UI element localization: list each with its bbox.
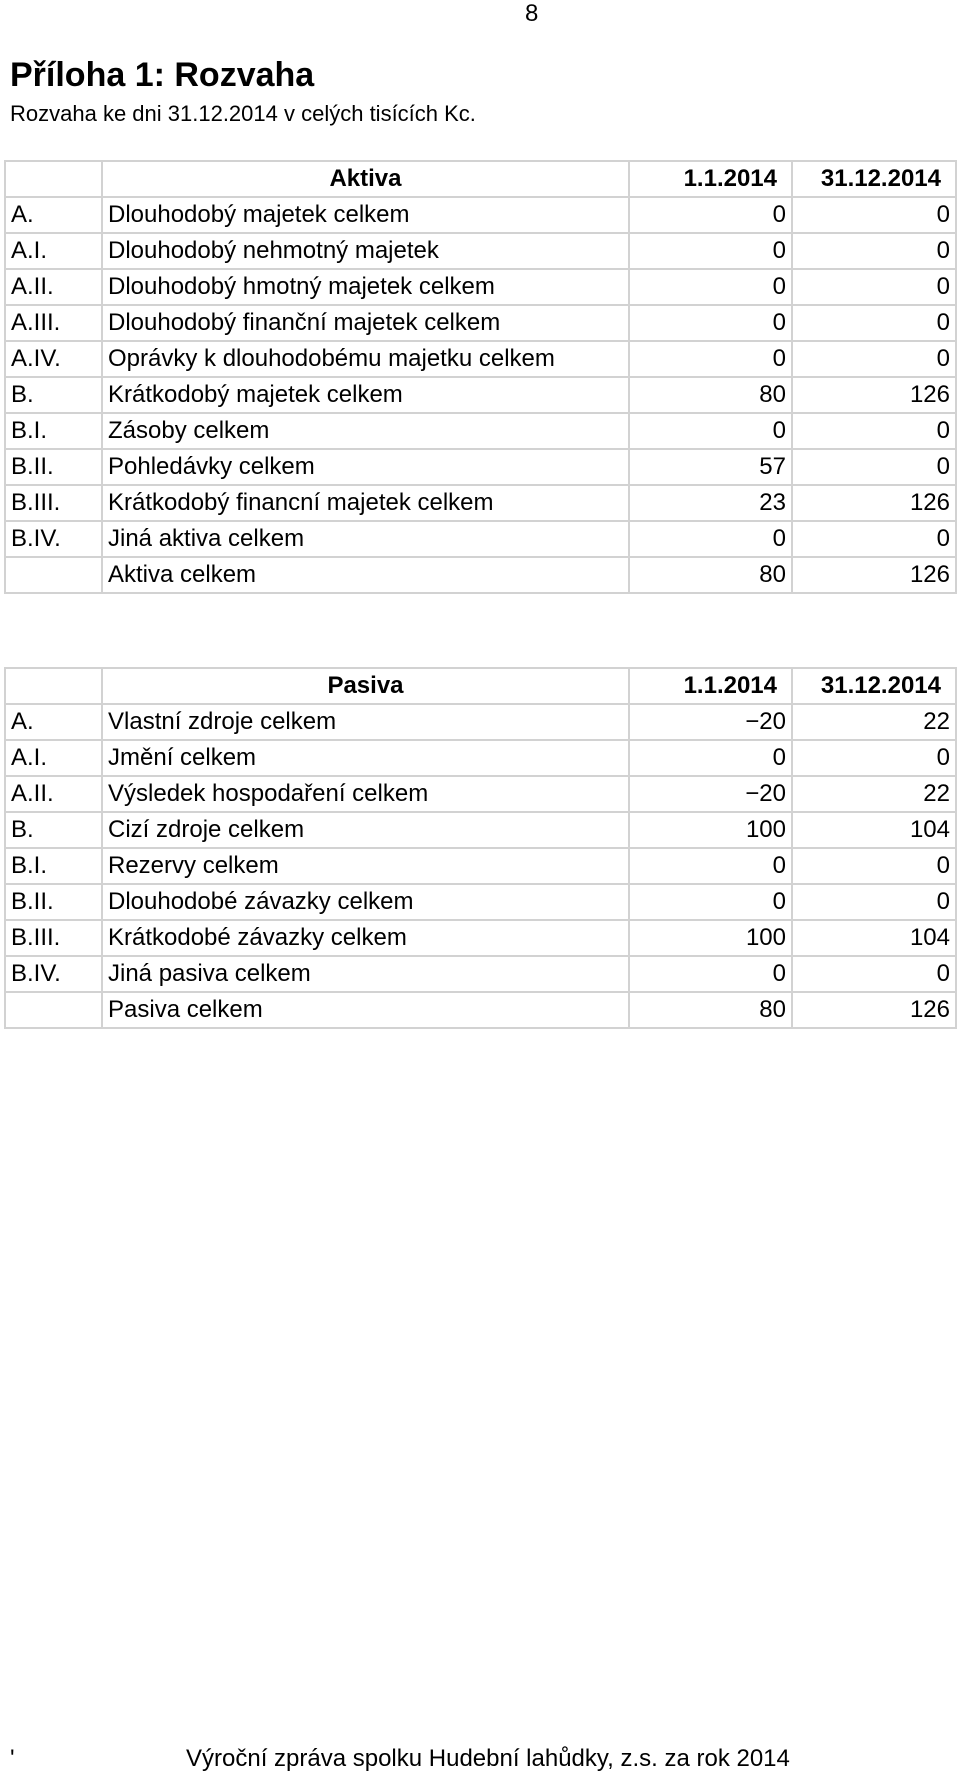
- value-end: 0: [792, 269, 956, 305]
- value-end: 126: [792, 557, 956, 593]
- row-label: Krátkodobý majetek celkem: [102, 377, 629, 413]
- value-start: 100: [629, 812, 792, 848]
- aktiva-header-row: [5, 161, 956, 197]
- header-date-end: 31.12.2014: [792, 161, 956, 197]
- table-row: [5, 485, 956, 521]
- row-code: A.IV.: [5, 341, 102, 377]
- value-start: −20: [629, 776, 792, 812]
- value-start: 80: [629, 377, 792, 413]
- row-code: B.II.: [5, 884, 102, 920]
- pasiva-table: [4, 667, 957, 1029]
- table-row: [5, 305, 956, 341]
- aktiva-table: [4, 160, 957, 594]
- row-label: Dlouhodobý nehmotný majetek: [102, 233, 629, 269]
- row-code: B.IV.: [5, 521, 102, 557]
- header-label: Aktiva: [102, 161, 629, 197]
- value-start: 0: [629, 269, 792, 305]
- table-row: [5, 812, 956, 848]
- row-code: B.: [5, 377, 102, 413]
- value-end: 104: [792, 812, 956, 848]
- value-start: 0: [629, 848, 792, 884]
- row-code: B.: [5, 812, 102, 848]
- footer-text: Výroční zpráva spolku Hudební lahůdky, z.s. za rok 2014: [186, 1745, 790, 1772]
- table-row: [5, 269, 956, 305]
- row-label: Cizí zdroje celkem: [102, 812, 629, 848]
- header-date-end: 31.12.2014: [792, 668, 956, 704]
- row-label: Jmění celkem: [102, 740, 629, 776]
- table-row: [5, 197, 956, 233]
- value-end: 126: [792, 485, 956, 521]
- value-end: 0: [792, 341, 956, 377]
- value-end: 0: [792, 197, 956, 233]
- row-label: Aktiva celkem: [102, 557, 629, 593]
- row-code: A.I.: [5, 740, 102, 776]
- row-code: B.I.: [5, 413, 102, 449]
- row-label: Rezervy celkem: [102, 848, 629, 884]
- value-start: 0: [629, 521, 792, 557]
- page-subtitle: Rozvaha ke dni 31.12.2014 v celých tisících Kc.: [10, 101, 476, 126]
- value-end: 0: [792, 884, 956, 920]
- value-start: 0: [629, 305, 792, 341]
- value-start: 0: [629, 233, 792, 269]
- row-code: A.II.: [5, 269, 102, 305]
- value-end: 0: [792, 956, 956, 992]
- table-row: [5, 449, 956, 485]
- page-title: Příloha 1: Rozvaha: [10, 56, 315, 94]
- row-label: Jiná aktiva celkem: [102, 521, 629, 557]
- table-row: [5, 413, 956, 449]
- value-start: −20: [629, 704, 792, 740]
- row-code: A.: [5, 197, 102, 233]
- table-row: [5, 920, 956, 956]
- footer-mark: ': [10, 1745, 15, 1772]
- row-code: A.II.: [5, 776, 102, 812]
- value-start: 0: [629, 884, 792, 920]
- value-end: 0: [792, 305, 956, 341]
- row-label: Jiná pasiva celkem: [102, 956, 629, 992]
- value-end: 22: [792, 776, 956, 812]
- value-end: 126: [792, 377, 956, 413]
- row-label: Zásoby celkem: [102, 413, 629, 449]
- table-row: [5, 704, 956, 740]
- value-end: 22: [792, 704, 956, 740]
- header-code: [5, 161, 102, 197]
- row-label: Dlouhodobý finanční majetek celkem: [102, 305, 629, 341]
- row-code: B.III.: [5, 920, 102, 956]
- value-end: 126: [792, 992, 956, 1028]
- row-label: Krátkodobé závazky celkem: [102, 920, 629, 956]
- header-code: [5, 668, 102, 704]
- value-end: 0: [792, 233, 956, 269]
- row-label: Pasiva celkem: [102, 992, 629, 1028]
- header-date-start: 1.1.2014: [629, 668, 792, 704]
- row-code: A.I.: [5, 233, 102, 269]
- row-code: B.I.: [5, 848, 102, 884]
- value-end: 0: [792, 449, 956, 485]
- row-code: B.IV.: [5, 956, 102, 992]
- row-label: Výsledek hospodaření celkem: [102, 776, 629, 812]
- value-start: 80: [629, 557, 792, 593]
- value-end: 104: [792, 920, 956, 956]
- table-row: [5, 884, 956, 920]
- row-label: Pohledávky celkem: [102, 449, 629, 485]
- table-row: [5, 521, 956, 557]
- row-label: Oprávky k dlouhodobému majetku celkem: [102, 341, 629, 377]
- row-code: B.II.: [5, 449, 102, 485]
- table-row: [5, 233, 956, 269]
- value-start: 0: [629, 197, 792, 233]
- row-code: A.: [5, 704, 102, 740]
- value-end: 0: [792, 413, 956, 449]
- row-code: A.III.: [5, 305, 102, 341]
- row-label: Dlouhodobý hmotný majetek celkem: [102, 269, 629, 305]
- table-row: [5, 377, 956, 413]
- table-row: [5, 557, 956, 593]
- value-start: 23: [629, 485, 792, 521]
- value-start: 0: [629, 341, 792, 377]
- value-end: 0: [792, 848, 956, 884]
- row-code: [5, 992, 102, 1028]
- value-start: 57: [629, 449, 792, 485]
- header-label: Pasiva: [102, 668, 629, 704]
- row-label: Krátkodobý financní majetek celkem: [102, 485, 629, 521]
- table-row: [5, 341, 956, 377]
- row-label: Vlastní zdroje celkem: [102, 704, 629, 740]
- header-date-start: 1.1.2014: [629, 161, 792, 197]
- table-row: [5, 992, 956, 1028]
- table-row: [5, 776, 956, 812]
- value-end: 0: [792, 740, 956, 776]
- value-end: 0: [792, 521, 956, 557]
- value-start: 80: [629, 992, 792, 1028]
- value-start: 0: [629, 413, 792, 449]
- row-code: B.III.: [5, 485, 102, 521]
- value-start: 0: [629, 956, 792, 992]
- value-start: 100: [629, 920, 792, 956]
- table-row: [5, 956, 956, 992]
- pasiva-header-row: [5, 668, 956, 704]
- row-label: Dlouhodobé závazky celkem: [102, 884, 629, 920]
- table-row: [5, 848, 956, 884]
- table-row: [5, 740, 956, 776]
- value-start: 0: [629, 740, 792, 776]
- row-label: Dlouhodobý majetek celkem: [102, 197, 629, 233]
- row-code: [5, 557, 102, 593]
- page-number: 8: [525, 0, 539, 27]
